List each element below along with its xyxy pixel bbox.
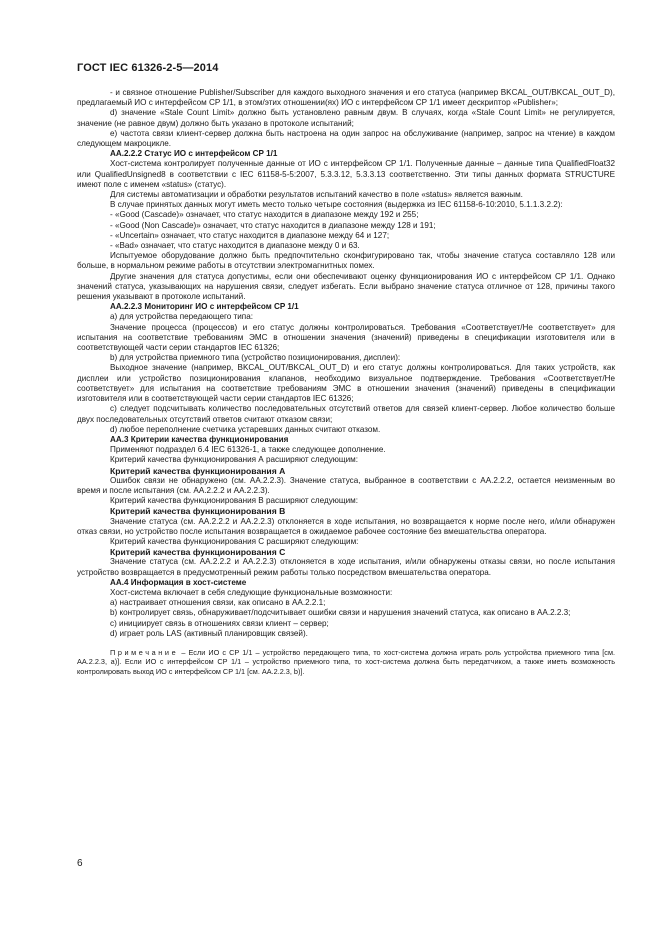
- paragraph: В случае принятых данных могут иметь место только четыре состояния (выдержка из IEC 61158-6-10:2010, 5.1.1.3.2.2):: [110, 200, 563, 210]
- section-heading: Критерий качества функционирования А: [110, 465, 286, 476]
- paragraph: Хост-система контролирует полученные данные от ИО с интерфейсом CP 1/1. Полученные данные – данные типа QualifiedFloat32 или QualifiedUnsigned8 в соответствии с IEC 61158-5-5:2007, 5.3.3.12, 5.3.3.13 соответственно. Эти типы данных формата STRUCTURE имеют поле с именем «status» (статус).: [77, 159, 615, 189]
- paragraph: с) следует подсчитывать количество последовательных отсутствий ответов для связей клиент-сервер. Любое количество больше двух последовательных отсутствий ответов считают отказом связи;: [77, 404, 615, 424]
- paragraph: d) любое переполнение счетчика устаревших данных считают отказом.: [110, 424, 381, 434]
- section-heading: Критерий качества функционирования В: [110, 506, 286, 517]
- paragraph: b) контролирует связь, обнаруживает/подсчитывает ошибки связи и нарушения значений статуса, как описано в AA.2.2.3;: [110, 608, 571, 618]
- paragraph: - «Good (Non Cascade)» означает, что статус находится в диапазоне между 128 и 191;: [110, 220, 436, 230]
- paragraph: Для системы автоматизации и обработки результатов испытаний качество в поле «status» является важным.: [110, 190, 523, 200]
- paragraph: b) для устройства приемного типа (устройство позиционирования, дисплеи):: [110, 353, 401, 363]
- paragraph: d) играет роль LAS (активный планировщик связей).: [110, 628, 308, 638]
- section-heading: AA.2.2.2 Статус ИО с интерфейсом CP 1/1: [110, 149, 278, 159]
- paragraph: Значение статуса (см. AA.2.2.2 и AA.2.2.3) отклоняется в ходе испытания, и/или обнаружены отказы связи, но после испытания устройство возвращается в предусмотренный режим работы только посредством вмешательства оператора.: [77, 557, 615, 577]
- section-heading: AA.4 Информация в хост-системе: [110, 577, 247, 587]
- paragraph: Применяют подраздел 6.4 IEC 61326-1, а также следующее дополнение.: [110, 445, 386, 455]
- note-paragraph: [77, 648, 615, 676]
- paragraph: Ошибок связи не обнаружено (см. AA.2.2.3). Значение статуса, выбранное в соответствии с AA.2.2.2, остается неизменным во время и после испытания (см. AA.2.2.2 и AA.2.2.3).: [77, 475, 615, 495]
- paragraph: Другие значения для статуса допустимы, если они обеспечивают оценку функционирования ИО с интерфейсом CP 1/1. Однако значений статуса, указывающих на нарушения связи, следует избегать. Если выбрано значение статуса отличное от 128, причины такого решения указывают в протоколе испытаний.: [77, 271, 615, 302]
- paragraph: Хост-система включает в себя следующие функциональные возможности:: [110, 587, 393, 597]
- section-heading: AA.3 Критерии качества функционирования: [110, 434, 289, 444]
- paragraph: - и связное отношение Publisher/Subscriber для каждого выходного значения и его статуса (например BKCAL_OUT/BKCAL_OUT_D), предлагаемый ИО с интерфейсом CP 1/1, в этом/этих отношении(ях) ИО с интерфейсом CP 1/1 имеет дескриптор «Publisher»;: [77, 88, 615, 108]
- document-page: [77, 62, 615, 676]
- paragraph: Значение статуса (см. AA.2.2.2 и AA.2.2.3) отклоняется в ходе испытания, но возвращается к норме после него, и/или обнаружен отказ связи, но устройство после испытания возвращается в ожидаемое рабочее состояние без вмешательства оператора.: [77, 516, 615, 536]
- paragraph: Значение процесса (процессов) и его статус должны контролироваться. Требования «Соответствует/Не соответствует» для испытания на соответствие требованиям ЭМС в отношении значения (значений) приведены в спецификации изготовителя или в соответствующей части серии стандартов IEC 61326;: [77, 322, 615, 353]
- section-heading: AA.2.2.3 Мониторинг ИО с интерфейсом CP 1/1: [110, 302, 299, 312]
- note: [77, 648, 615, 676]
- paragraph: e) частота связи клиент-сервер должна быть настроена на один запрос на обслуживание (например, запрос на чтение) в каждом следующем макроцикле.: [77, 128, 615, 149]
- section-heading: Критерий качества функционирования С: [110, 547, 286, 558]
- paragraph: а) настраивает отношения связи, как описано в AA.2.2.1;: [110, 598, 326, 608]
- document-body: [77, 88, 615, 639]
- paragraph: а) для устройства передающего типа:: [110, 312, 253, 322]
- document-header: ГОСТ IEC 61326-2-5—2014: [77, 62, 219, 74]
- paragraph: Критерий качества функционирования С расширяют следующим:: [110, 536, 359, 546]
- paragraph: d) значение «Stale Count Limit» должно быть установлено равным двум. В случаях, когда «Stale Count Limit» не регулируется, значение (не равное двум) должно быть указано в протоколе испытаний;: [77, 108, 615, 128]
- paragraph: Испытуемое оборудование должно быть предпочтительно сконфигурировано так, чтобы значение статуса составляло 128 или больше, в нормальном режиме работы в отсутствии электромагнитных помех.: [77, 251, 615, 271]
- page-number: 6: [77, 858, 83, 869]
- paragraph: Критерий качества функционирования А расширяют следующим:: [110, 455, 358, 465]
- note-label: Примечание: [110, 647, 179, 657]
- paragraph: - «Uncertain» означает, что статус находится в диапазоне между 64 и 127;: [110, 230, 390, 240]
- paragraph: - «Good (Cascade)» означает, что статус находится в диапазоне между 192 и 255;: [110, 210, 419, 220]
- paragraph: - «Bad» означает, что статус находится в диапазоне между 0 и 63.: [110, 241, 360, 251]
- paragraph: Выходное значение (например, BKCAL_OUT/BKCAL_OUT_D) и его статус должны контролироваться. Для таких устройств, как дисплеи или устройство позиционирования клапанов, необходимо визуальное подтверждение. Требования «Соответствует/Не соответствует» для испытания на соответствие требованиям ЭМС в отношении значения (значений) приведены в спецификации изготовителя или в соответствующей части серии стандартов IEC 61326;: [77, 363, 615, 404]
- paragraph: Критерий качества функционирования В расширяют следующим:: [110, 496, 358, 506]
- note-text: – Если ИО с CP 1/1 – устройство передающего типа, то хост-система должна играть роль устройства приемного типа [см. AA.2.2.3, а)]. Если ИО с интерфейсом CP 1/1 – устройство приемного типа, то хост-система должна быть передатчиком, а также иметь возможность контролировать выход ИО с интерфейсом CP 1/1 [см. AA.2.2.3, b)].: [77, 647, 615, 676]
- paragraph: с) инициирует связь в отношениях связи клиент – сервер;: [110, 618, 329, 628]
